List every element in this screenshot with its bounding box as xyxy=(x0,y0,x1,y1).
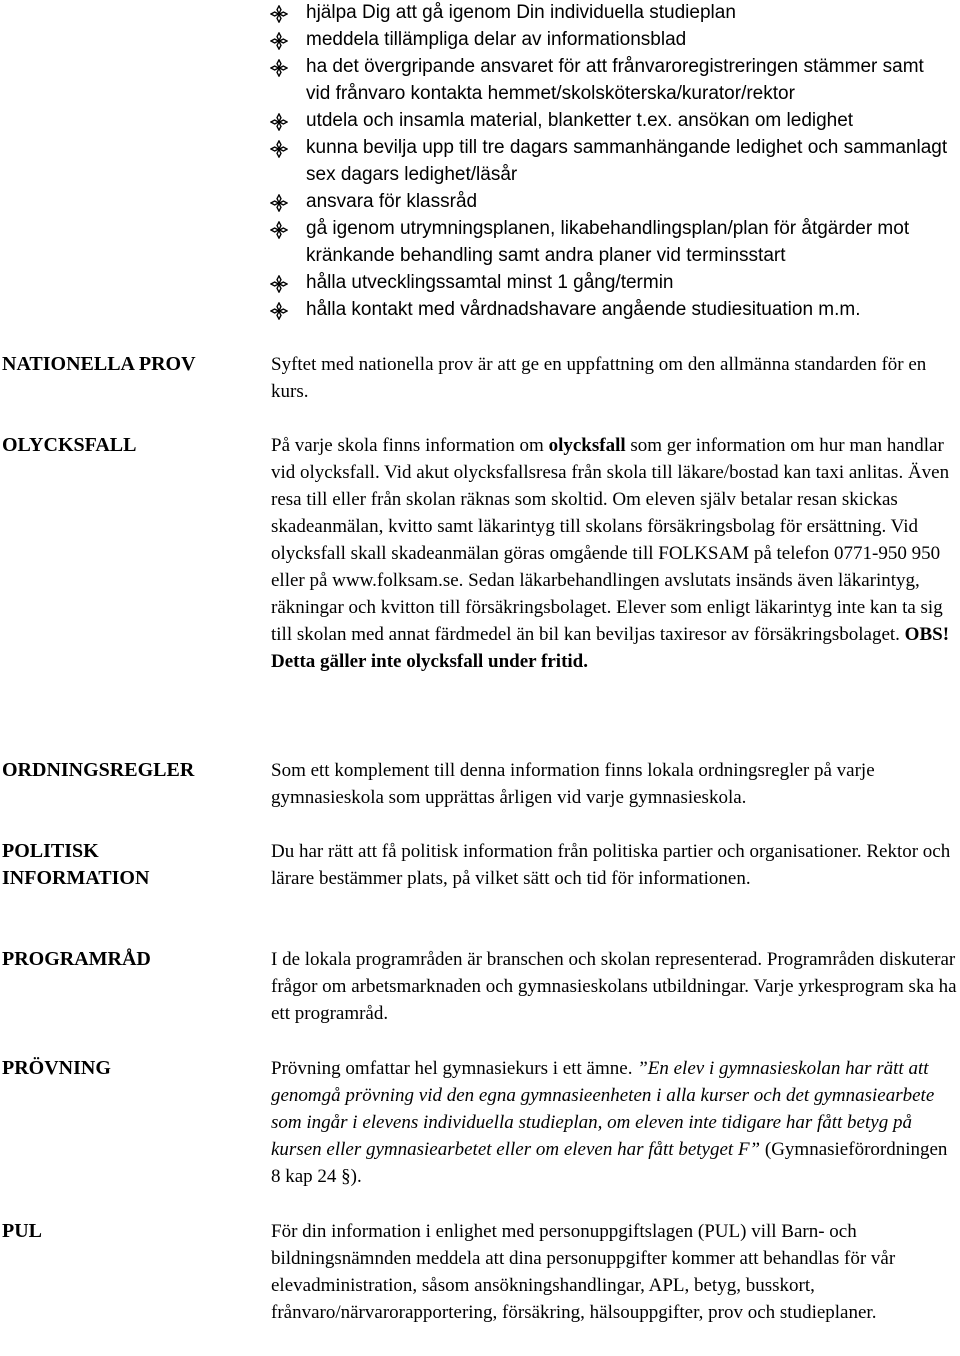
paragraph-programrad: I de lokala programråden är branschen och skolan representerad. Programråden diskuterar frågor om arbetsmarknaden och gymnasieskolans utbildningar. Varje yrkesprogram ska ha ett programråd. xyxy=(271,949,957,1024)
four-diamond-ornament-icon xyxy=(270,193,288,211)
list-item: utdela och insamla material, blanketter t.ex. ansökan om ledighet xyxy=(268,107,948,134)
four-diamond-ornament-icon xyxy=(270,4,288,22)
paragraph-nationella-prov: Syftet med nationella prov är att ge en uppfattning om den allmänna standarden för en kurs. xyxy=(271,354,927,402)
four-diamond-ornament-icon xyxy=(270,220,288,238)
paragraph-politisk-information: Du har rätt att få politisk information från politiska partier och organisationer. Rektor och lärare bestämmer plats, på vilket sätt och tid för informationen. xyxy=(271,841,951,889)
heading-olycksfall: OLYCKSFALL xyxy=(2,434,137,456)
heading-ordningsregler: ORDNINGSREGLER xyxy=(2,759,195,781)
list-item: hålla utvecklingssamtal minst 1 gång/termin xyxy=(268,269,948,296)
four-diamond-ornament-icon xyxy=(270,139,288,157)
list-item: ansvara för klassråd xyxy=(268,188,948,215)
heading-pul: PUL xyxy=(2,1220,42,1242)
paragraph-pul: För din information i enlighet med personuppgiftslagen (PUL) vill Barn- och bildningsnämnden meddela att dina personuppgifter kommer att behandlas för vår elevadministration, såsom ansökningshandlingar, APL, betyg, busskort, frånvaro/närvarorapportering, försäkring, hälsouppgifter, prov och studieplaner. xyxy=(271,1221,896,1323)
heading-politisk-information: POLITISK INFORMATION xyxy=(2,840,150,889)
list-item: hålla kontakt med vårdnadshavare angående studiesituation m.m. xyxy=(268,296,948,323)
four-diamond-ornament-icon xyxy=(270,58,288,76)
olycksfall-emphasis: olycksfall xyxy=(548,435,626,456)
heading-nationella-prov: NATIONELLA PROV xyxy=(2,353,196,375)
heading-provning: PRÖVNING xyxy=(2,1057,111,1079)
list-item: kunna bevilja upp till tre dagars sammanhängande ledighet och sammanlagt sex dagars ledighet/läsår xyxy=(268,134,948,188)
four-diamond-ornament-icon xyxy=(270,112,288,130)
list-item: gå igenom utrymningsplanen, likabehandlingsplan/plan för åtgärder mot kränkande behandling samt andra planer vid terminsstart xyxy=(268,215,948,269)
obs-warning: OBS! Detta gäller inte olycksfall under fritid. xyxy=(271,624,950,672)
gymnasieforordningen-quote: ”En elev i gymnasieskolan har rätt att genomgå prövning vid den egna gymnasieenheten i alla kurser och det gymnasiearbete som ingår i elevens individuella studieplan, om eleven inte tidigare har fått betyg på kursen eller gymnasiearbetet eller om eleven har fått betyget F” xyxy=(271,1058,935,1160)
paragraph-olycksfall: På varje skola finns information om olycksfall som ger information om hur man handlar vid olycksfall. Vid akut olycksfallsresa från skola till läkare/bostad kan taxi anlitas. Även resa till eller från skolan räknas som skoltid. Om eleven själv betalar resan skickas skadeanmälan, kvitto samt läkarintyg till skolans försäkringsbolag för ersättning. Vid olycksfall skall skadeanmälan göras omgående till FOLKSAM på telefon 0771-950 950 eller på www.folksam.se. Sedan läkarbehandlingen avslutats insänds även läkarintyg, räkningar och kvitton till försäkringsbolaget. Elever som enligt läkarintyg inte kan ta sig till skolan med annat färdmedel än bil kan beviljas taxiresor av försäkringsbolaget. OBS! Detta gäller inte olycksfall under fritid. xyxy=(271,435,950,672)
paragraph-provning: Prövning omfattar hel gymnasiekurs i ett ämne. ”En elev i gymnasieskolan har rätt att genomgå prövning vid den egna gymnasieenheten i alla kurser och det gymnasiearbete som ingår i elevens individuella studieplan, om eleven inte tidigare har fått betyg på kursen eller gymnasiearbetet eller om eleven har fått betyget F” (Gymnasieförordningen 8 kap 24 §). xyxy=(271,1058,948,1187)
list-item: meddela tillämpliga delar av informationsblad xyxy=(268,26,948,53)
four-diamond-ornament-icon xyxy=(270,31,288,49)
list-item: ha det övergripande ansvaret för att frånvaroregistreringen stämmer samt vid frånvaro kontakta hemmet/skolsköterska/kurator/rektor xyxy=(268,53,948,107)
four-diamond-ornament-icon xyxy=(270,301,288,319)
heading-programrad: PROGRAMRÅD xyxy=(2,948,151,970)
list-item: hjälpa Dig att gå igenom Din individuella studieplan xyxy=(268,0,948,26)
paragraph-ordningsregler: Som ett komplement till denna information finns lokala ordningsregler på varje gymnasieskola som upprättas årligen vid varje gymnasieskola. xyxy=(271,760,875,808)
responsibility-list xyxy=(268,0,948,323)
four-diamond-ornament-icon xyxy=(270,274,288,292)
